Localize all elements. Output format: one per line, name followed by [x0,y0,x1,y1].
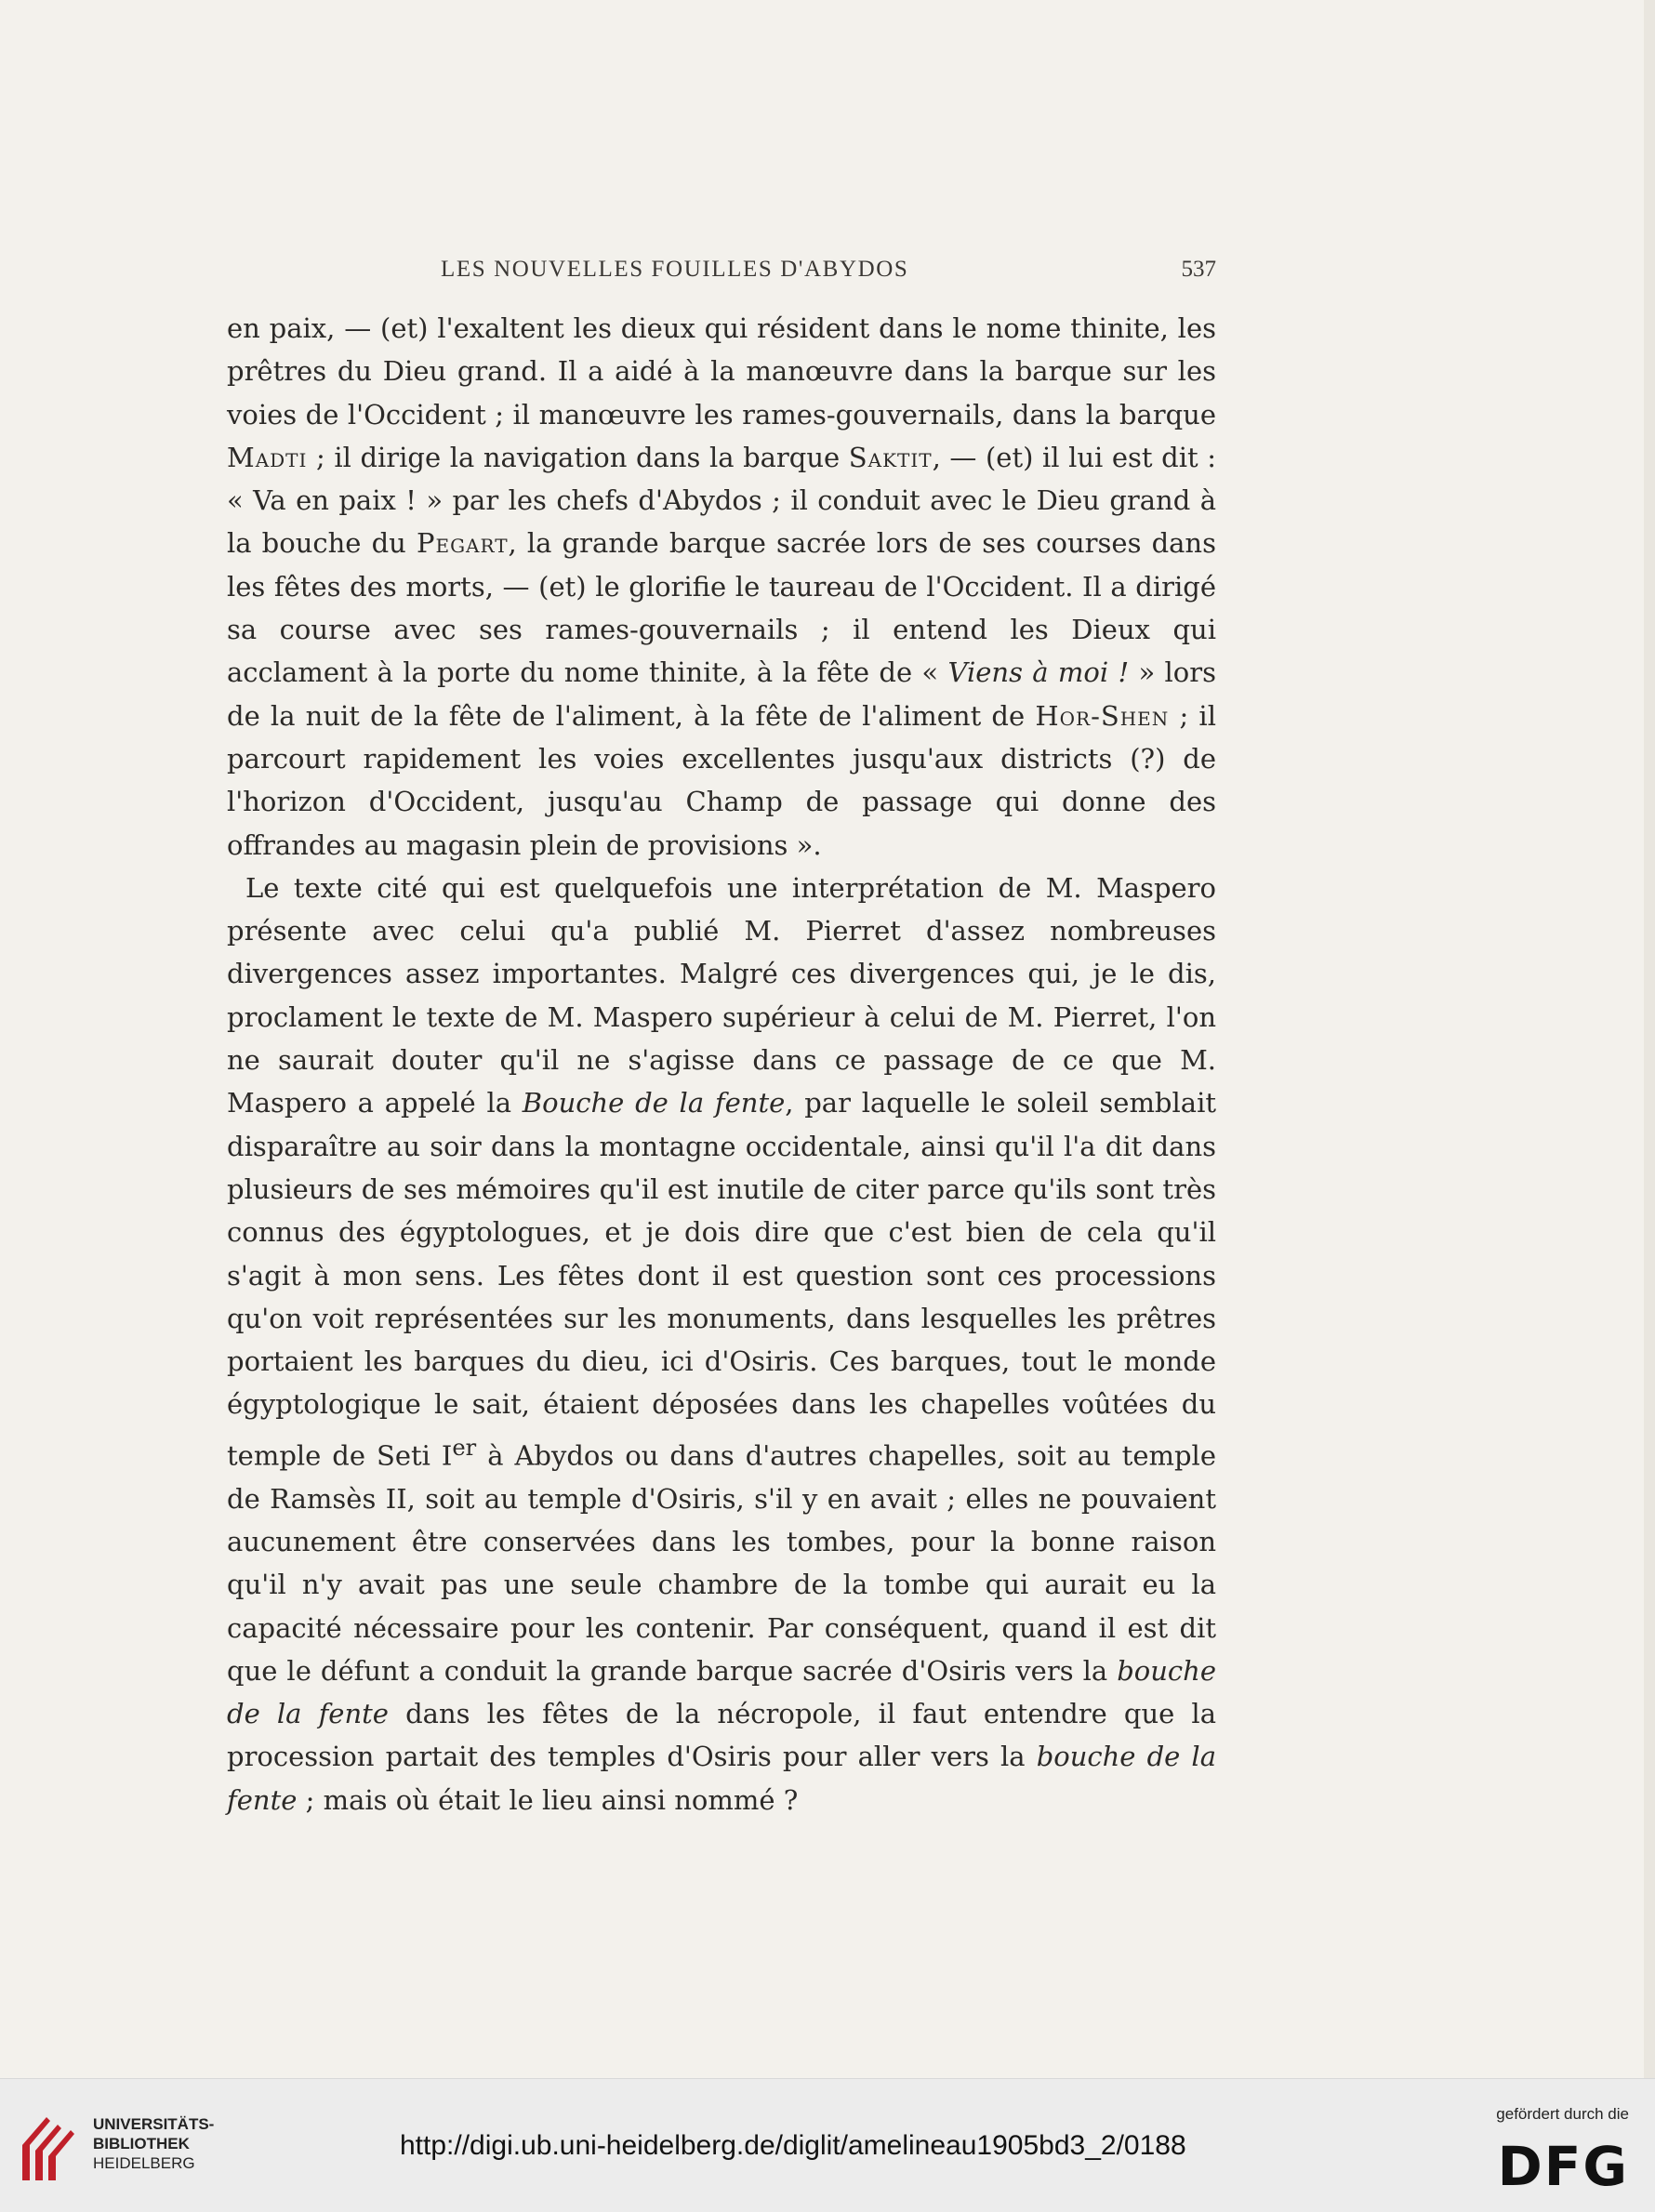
paragraph-1: en paix, — (et) l'exaltent les dieux qui résident dans le nome thinite, les prêtres du Dieu grand. Il a aidé à la manœuvre dans la barque sur les voies de l'Occident ; il manœuvre les rames-gouvernails, dans la barque Madti ; il dirige la navigation dans la barque Saktit, — (et) il lui est dit : « Va en paix ! » par les chefs d'Abydos ; il conduit avec le Dieu grand à la bouche du Pegart, la grande barque sacrée lors de ses courses dans les fêtes des morts, — (et) le glorifie le taureau de l'Occident. Il a dirigé sa course avec ses rames-gouvernails ; il entend les Dieux qui acclament à la porte du nome thinite, à la fête de « Viens à moi ! » lors de la nuit de la fête de l'aliment, à la fête de l'aliment de Hor-Shen ; il parcourt rapidement les voies excellentes jusqu'aux districts (?) de l'horizon d'Occident, jusqu'au Champ de passage qui donne des offrandes au magasin plein de provisions ». [227,312,1217,861]
running-head: LES NOUVELLES FOUILLES D'ABYDOS [441,257,909,282]
italic-bouche-de-la-fente: bouche de la fente [227,1741,1216,1816]
source-url-link[interactable]: http://digi.ub.uni-heidelberg.de/diglit/amelineau1905bd3_2/0188 [400,2130,1186,2161]
superscript-er: er [452,1434,477,1461]
university-library-logo-icon [19,2108,78,2186]
page-edge [1644,0,1655,2078]
small-caps-pegart: Pegart [416,527,509,560]
small-caps-madti: Madti [227,441,308,473]
page-header [227,257,1216,294]
italic-bouche-de-la-fente: Bouche de la fente [522,1087,786,1119]
small-caps-hor-shen: Hor-Shen [1035,699,1170,732]
dfg-logo: DFG [1497,2135,1629,2198]
italic-bouche-de-la-fente: bouche de la fente [227,1654,1216,1730]
paragraph-2: Le texte cité qui est quelquefois une interprétation de M. Maspero présente avec celui qu'a publié M. Pierret d'assez nombreuses divergences assez importantes. Malgré ces divergences qui, je le dis, proclament le texte de M. Maspero supérieur à celui de M. Pierret, l'on ne saurait douter qu'il ne s'agisse dans ce passage de ce que M. Maspero a appelé la Bouche de la fente, par laquelle le soleil semblait disparaître au soir dans la montagne occidentale, ainsi qu'il l'a dit dans plusieurs de ses mémoires qu'il est inutile de citer parce qu'ils sont très connus des égyptologues, et je dois dire que c'est bien de cela qu'il s'agit à mon sens. Les fêtes dont il est question sont ces processions qu'on voit représentées sur les monuments, dans lesquelles les prêtres portaient les barques du dieu, ici d'Osiris. Ces barques, tout le monde égyptologique le sait, étaient déposées dans les chapelles voûtées du temple de Seti Ier à Abydos ou dans d'autres chapelles, soit au temple de Ramsès II, soit au temple d'Osiris, s'il y en avait ; elles ne pouvaient aucunement être conservées dans les tombes, pour la bonne raison qu'il n'y avait pas une seule chambre de la tombe qui aurait eu la capacité nécessaire pour les contenir. Par conséquent, quand il est dit que le défunt a conduit la grande barque sacrée d'Osiris vers la bouche de la fente dans les fêtes de la nécropole, il faut entendre que la procession partait des temples d'Osiris pour aller vers la bouche de la fente ; mais où était le lieu ainsi nommé ? [227,871,1216,1816]
italic-viens-a-moi: Viens à moi ! [947,656,1130,689]
page-number: 537 [1181,257,1216,282]
funded-by-label: gefördert durch die [1496,2105,1629,2123]
small-caps-saktit: Saktit [848,441,933,473]
body-text [227,307,1216,1821]
footer-bar [0,2078,1655,2212]
library-name: UNIVERSITÄTS- BIBLIOTHEK HEIDELBERG [93,2115,215,2172]
